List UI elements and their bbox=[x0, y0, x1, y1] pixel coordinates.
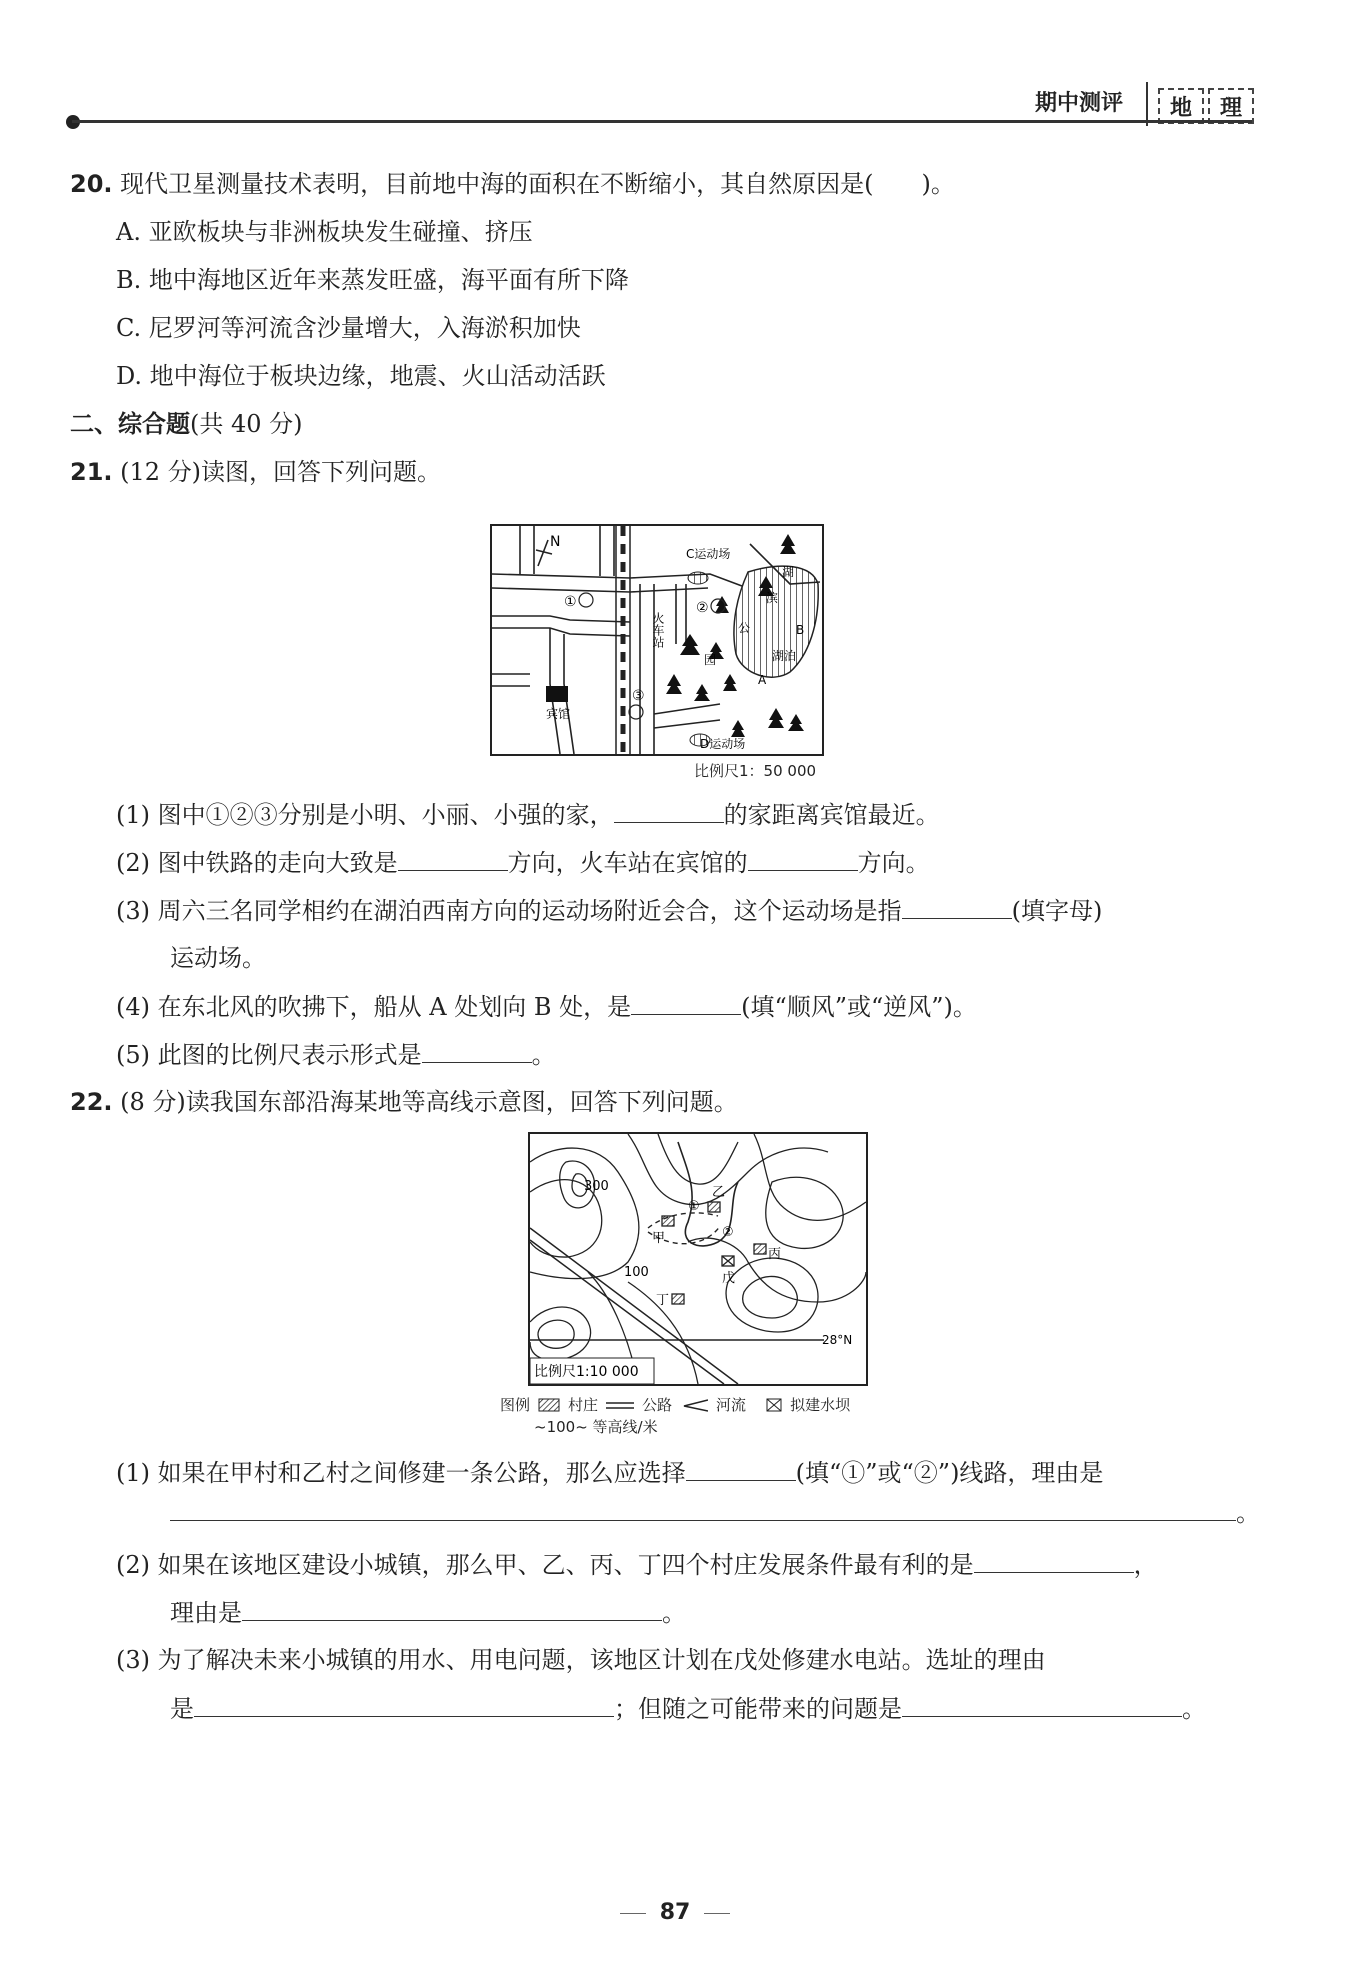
q21-part2-text: (2) 图中铁路的走向大致是 bbox=[116, 849, 398, 877]
route-2-label: ② bbox=[722, 1225, 734, 1240]
q21-part5-blank[interactable] bbox=[422, 1038, 532, 1063]
q22-legend bbox=[500, 1394, 850, 1415]
q22-contour-map bbox=[528, 1132, 868, 1386]
hotel-marker bbox=[546, 686, 568, 702]
q21-stem-line bbox=[70, 456, 441, 488]
q22-part2-reason-text: 理由是 bbox=[170, 1599, 242, 1627]
park-char-1: 公 bbox=[738, 621, 751, 635]
q21-part3-text: (3) 周六三名同学相约在湖泊西南方向的运动场附近会合，这个运动场是指 bbox=[116, 897, 902, 925]
q21-number: 21. bbox=[70, 458, 113, 486]
dam-marker bbox=[722, 1256, 734, 1266]
q21-stem: (12 分)读图，回答下列问题。 bbox=[120, 458, 442, 486]
q20-number: 20. bbox=[70, 170, 113, 198]
home1-label: ① bbox=[564, 594, 577, 610]
q21-part5-text-end: 。 bbox=[531, 1041, 556, 1069]
q22-stem-line bbox=[70, 1086, 738, 1118]
q21-part4-blank[interactable] bbox=[631, 990, 741, 1015]
q20-option-a: A. 亚欧板块与非洲板块发生碰撞、挤压 bbox=[116, 218, 533, 246]
section2-title: 二、综合题 bbox=[70, 410, 190, 438]
legend-river-icon bbox=[680, 1398, 708, 1412]
header-rule bbox=[72, 120, 1252, 123]
q22-part3 bbox=[116, 1644, 1046, 1676]
q21-part3-blank[interactable] bbox=[902, 894, 1012, 919]
subject-char: 地 bbox=[1158, 88, 1204, 124]
section2-points: (共 40 分) bbox=[190, 410, 303, 438]
q21-part2 bbox=[116, 846, 930, 879]
q22-stem: (8 分)读我国东部沿海某地等高线示意图，回答下列问题。 bbox=[120, 1088, 738, 1116]
q22-part3-blank1[interactable] bbox=[194, 1692, 614, 1717]
q21-part1 bbox=[116, 798, 940, 831]
q22-part3-end: 。 bbox=[1182, 1695, 1206, 1723]
lake-label: 湖泊 bbox=[772, 649, 797, 663]
q20-option-b: B. 地中海地区近年来蒸发旺盛，海平面有所下降 bbox=[116, 266, 629, 294]
legend-dam-icon bbox=[766, 1398, 782, 1412]
q22-part1-blank[interactable] bbox=[686, 1456, 796, 1481]
point-b-label: B bbox=[796, 623, 805, 637]
q22-part2-blank[interactable] bbox=[974, 1548, 1134, 1573]
q21-part3-text-end: (填字母) bbox=[1011, 897, 1103, 925]
legend-village: 村庄 bbox=[568, 1396, 599, 1414]
map-frame bbox=[529, 1133, 867, 1385]
q21-part4-text-end: (填“顺风”或“逆风”)。 bbox=[741, 993, 977, 1021]
q20-option-c: C. 尼罗河等河流含沙量增大，入海淤积加快 bbox=[116, 314, 581, 342]
q20-stem-line bbox=[70, 168, 955, 200]
q22-part3-mid-text: ；但随之可能带来的问题是 bbox=[614, 1695, 902, 1723]
section2-heading bbox=[70, 408, 303, 440]
q22-part3-text: (3) 为了解决未来小城镇的用水、用电问题，该地区计划在戊处修建水电站。选址的理由 bbox=[116, 1646, 1046, 1674]
c-field-marker bbox=[688, 572, 708, 584]
q22-part1-text: (1) 如果在甲村和乙村之间修建一条公路，那么应选择 bbox=[116, 1459, 686, 1487]
village-bing-label: 丙 bbox=[768, 1247, 782, 1262]
q20-option-d: D. 地中海位于板块边缘，地震、火山活动活跃 bbox=[116, 362, 606, 390]
q22-part2 bbox=[116, 1548, 1158, 1581]
q21-part1-text-end: 的家距离宾馆最近。 bbox=[723, 801, 940, 829]
q21-part2-text-mid: 方向，火车站在宾馆的 bbox=[507, 849, 748, 877]
c-field-label: C运动场 bbox=[686, 547, 731, 561]
north-label: N bbox=[550, 534, 561, 550]
legend-road-icon bbox=[606, 1398, 634, 1412]
home3-label: ③ bbox=[632, 688, 645, 704]
q21-map bbox=[490, 524, 824, 756]
page-number: 87 bbox=[659, 1900, 691, 1925]
contour-300-label: 300 bbox=[584, 1179, 609, 1194]
lake-char-1: 湖 bbox=[782, 565, 795, 579]
q21-part2-text-end: 方向。 bbox=[857, 849, 930, 877]
q22-part1 bbox=[116, 1456, 1103, 1489]
legend-road: 公路 bbox=[642, 1396, 673, 1414]
q21-scale: 比例尺1：50 000 bbox=[694, 762, 817, 780]
q21-part2-blank2[interactable] bbox=[748, 846, 858, 871]
legend-contour: ~100~ 等高线/米 bbox=[534, 1418, 658, 1436]
park-char-2: 园 bbox=[704, 653, 717, 667]
q22-number: 22. bbox=[70, 1088, 113, 1116]
page-dash bbox=[620, 1913, 646, 1914]
legend-river: 河流 bbox=[716, 1396, 747, 1414]
q21-part3 bbox=[116, 894, 1102, 927]
q21-part4-text: (4) 在东北风的吹拂下，船从 A 处划向 B 处，是 bbox=[116, 993, 632, 1021]
q20-stem: 现代卫星测量技术表明，目前地中海的面积在不断缩小，其自然原因是( )。 bbox=[120, 170, 955, 198]
lake-char-2: 滨 bbox=[766, 591, 779, 605]
q22-part2-end: 。 bbox=[662, 1599, 686, 1627]
dam-wu-label: 戊 bbox=[722, 1271, 736, 1286]
q21-part1-blank[interactable] bbox=[614, 798, 724, 823]
village-ding-label: 丁 bbox=[656, 1293, 670, 1308]
q22-part1-reason-blank[interactable] bbox=[170, 1496, 1236, 1521]
q22-part1-end: 。 bbox=[1236, 1499, 1260, 1527]
page-dash bbox=[704, 1913, 730, 1914]
point-a-label: A bbox=[758, 673, 767, 687]
station-label: 火车站 bbox=[651, 612, 665, 648]
q21-part4 bbox=[116, 990, 977, 1023]
legend-village-icon bbox=[538, 1398, 560, 1412]
home2-label: ② bbox=[696, 600, 709, 616]
q22-part2-reason-blank[interactable] bbox=[242, 1596, 662, 1621]
q21-part5 bbox=[116, 1038, 556, 1071]
q22-part3-cont bbox=[170, 1692, 1206, 1725]
village-jia-label: 甲 bbox=[652, 1231, 666, 1246]
q21-part3-cont: 运动场。 bbox=[170, 944, 266, 972]
q22-part2-text: (2) 如果在该地区建设小城镇，那么甲、乙、丙、丁四个村庄发展条件最有利的是 bbox=[116, 1551, 974, 1579]
route-1-label: ① bbox=[688, 1199, 700, 1214]
legend-title: 图例 bbox=[500, 1396, 531, 1414]
q21-part5-text: (5) 此图的比例尺表示形式是 bbox=[116, 1041, 422, 1069]
d-field-label: D运动场 bbox=[700, 737, 746, 751]
q22-part1-cont bbox=[170, 1496, 1260, 1529]
subject-char: 理 bbox=[1208, 88, 1254, 124]
q22-scale-label: 比例尺1:10 000 bbox=[534, 1364, 639, 1380]
q21-part1-text: (1) 图中①②③分别是小明、小丽、小强的家， bbox=[116, 801, 614, 829]
q22-part3-cont-text: 是 bbox=[170, 1695, 194, 1723]
subject-box bbox=[1158, 88, 1254, 124]
legend-dam: 拟建水坝 bbox=[790, 1396, 851, 1414]
contour-100-label: 100 bbox=[624, 1265, 649, 1280]
q22-part2-text-end: ， bbox=[1133, 1551, 1158, 1579]
q21-part2-blank1[interactable] bbox=[398, 846, 508, 871]
header-title: 期中测评 bbox=[1035, 91, 1124, 116]
village-yi-label: 乙 bbox=[712, 1185, 726, 1200]
q22-part1-text-end: (填“①”或“②”)线路，理由是 bbox=[795, 1459, 1104, 1487]
q22-part2-cont bbox=[170, 1596, 686, 1629]
page-number-line bbox=[0, 1900, 1350, 1925]
q22-part3-blank2[interactable] bbox=[902, 1692, 1182, 1717]
hotel-label: 宾馆 bbox=[546, 707, 571, 721]
latitude-label: 28°N bbox=[822, 1333, 853, 1347]
